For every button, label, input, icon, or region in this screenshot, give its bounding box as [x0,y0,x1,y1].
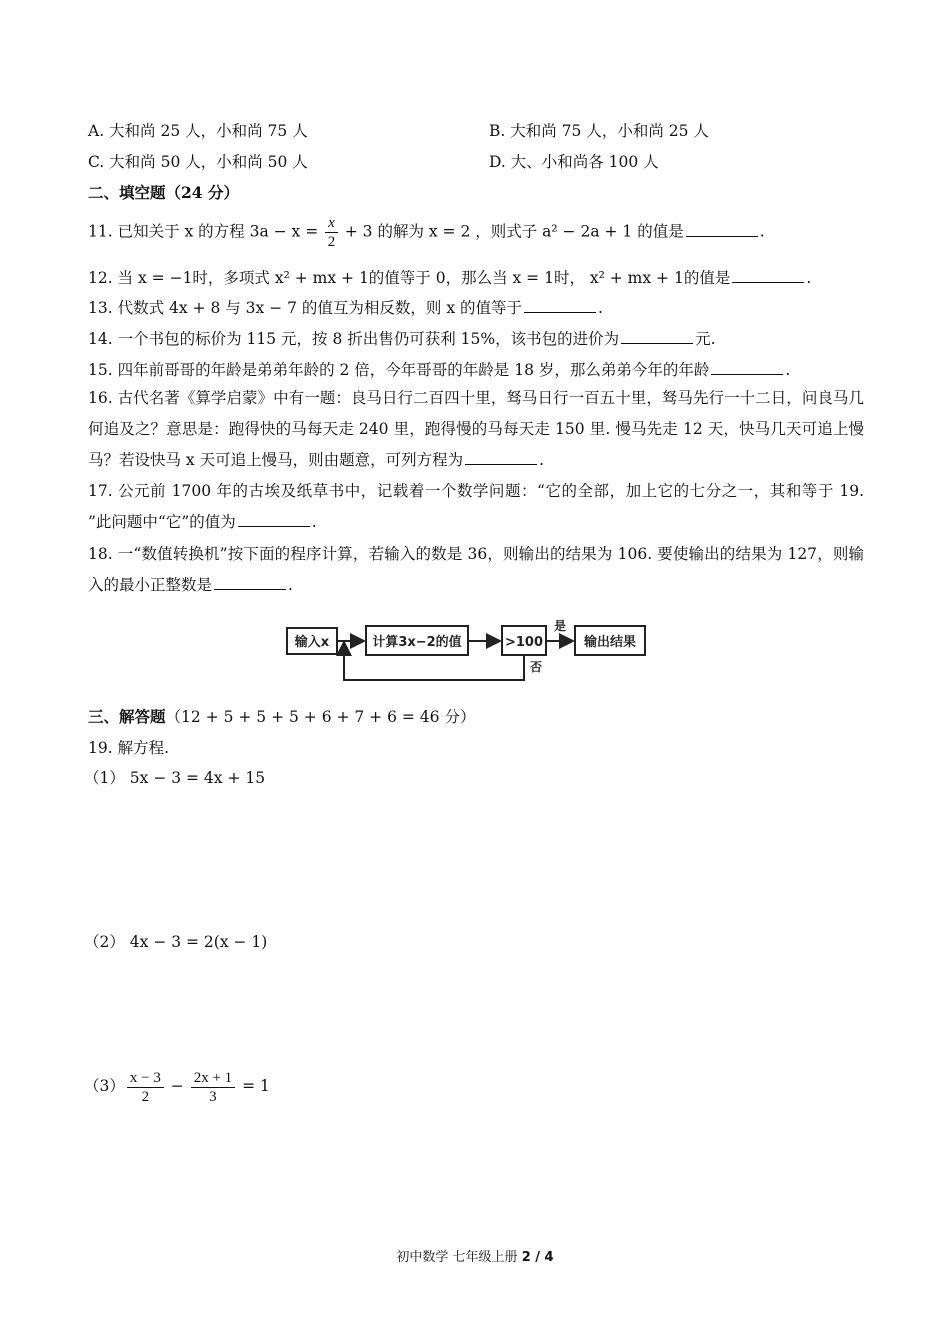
option-b: B. 大和尚 75 人，小和尚 25 人 [489,122,709,140]
section-3-heading [88,706,475,728]
section-3-score: （12 + 5 + 5 + 5 + 6 + 7 + 6 = 46 分） [165,708,476,726]
page-footer [0,1246,950,1265]
flow-compute-label: 计算3x−2的值 [372,635,462,650]
q19-p3-den-1: 2 [141,1088,150,1105]
flowchart [280,616,660,688]
q12-answer-blank[interactable] [732,266,804,283]
footer-page-number: 2 / 4 [521,1250,554,1265]
flow-no-label: 否 [529,660,543,674]
option-d: D. 大、小和尚各 100 人 [489,153,659,171]
section-2-heading: 二、填空题（24 分） [88,183,239,202]
q12-end: . [806,269,812,287]
q19-p3-minus: − [165,1077,189,1095]
q13-text: 13. 代数式 4x + 8 与 3x − 7 的值互为相反数，则 x 的值等于 [88,299,522,317]
q11-post: + 3 的解为 x = 2 ，则式子 a² − 2a + 1 的值是 [339,222,684,241]
q12-text: 12. 当 x = −1时，多项式 x² + mx + 1的值等于 0，那么当 x = 1时， x² + mx + 1的值是 [88,269,731,287]
question-17 [88,476,864,538]
q11-answer-blank[interactable] [686,220,758,237]
flow-condition-label: >100 [504,635,544,650]
q19-p3-frac-1 [127,1069,164,1106]
q17-text: 17. 公元前 1700 年的古埃及纸草书中，记载着一个数学问题：“它的全部，加上它的七分之一，其和等于 19. ”此问题中“它”的值为 [88,482,864,531]
q19-p3-num-1: x − 3 [127,1069,164,1088]
q17-end: . [311,513,317,531]
q16-end: . [539,451,545,469]
flow-yes-label: 是 [553,619,567,633]
section-3-title: 三、解答题 [88,707,166,726]
question-16 [88,383,864,476]
q16-answer-blank[interactable] [465,448,537,465]
question-13 [88,296,603,319]
q18-end: . [288,576,293,594]
q11-frac-num: x [325,214,338,233]
footer-text: 初中数学 七年级上册 [396,1250,522,1265]
q11-pre: 11. 已知关于 x 的方程 3a − x = [88,222,324,241]
question-19-part-1: （1） 5x − 3 = 4x + 15 [84,769,266,787]
q17-answer-blank[interactable] [238,510,310,527]
q14-text: 14. 一个书包的标价为 115 元，按 8 折出售仍可获利 15%，该书包的进价为 [88,330,620,348]
question-19-part-2: （2） 4x − 3 = 2(x − 1) [84,933,268,951]
q13-answer-blank[interactable] [524,296,596,313]
q19-p3-num-2: 2x + 1 [191,1069,235,1088]
q19-p3-frac-2 [191,1069,235,1106]
q13-end: . [598,299,603,317]
q11-frac-den: 2 [327,234,336,250]
q19-p3-label: （3） [84,1077,125,1095]
q14-answer-blank[interactable] [621,327,693,344]
q11-end: . [759,222,765,241]
q14-end: 元. [695,330,716,348]
question-19-part-3 [84,1066,270,1106]
q19-p3-den-2: 3 [209,1088,217,1105]
question-11 [88,214,765,251]
question-15 [88,358,790,381]
q15-end: . [785,361,791,379]
q16-text: 16. 古代名著《算学启蒙》中有一题：良马日行二百四十里，驽马日行一百五十里，驽马先行一十二日，问良马几何追及之？意思是：跑得快的马每天走 240 里，跑得慢的马每天走 150 里. 慢马先走 12 天，快马几天可追上慢马？若设快马 x 天可追上慢马，则由题意，可列方程为 [88,389,864,469]
q11-fraction [325,214,338,251]
option-c: C. 大和尚 50 人，小和尚 50 人 [88,153,308,171]
q18-text: 18. 一“数值转换机”按下面的程序计算，若输入的数是 36，则输出的结果为 106. 要使输出的结果为 127，则输入的最小正整数是 [88,545,864,594]
question-12 [88,266,811,289]
q15-answer-blank[interactable] [711,358,783,375]
option-a: A. 大和尚 25 人，小和尚 75 人 [88,122,308,140]
flow-output-label: 输出结果 [583,635,637,650]
q19-p3-rhs: = 1 [237,1077,270,1095]
flow-input-label: 输入x [294,635,330,650]
question-18 [88,539,864,601]
question-19-title: 19. 解方程. [88,739,170,757]
q18-answer-blank[interactable] [214,573,286,590]
question-14 [88,327,716,350]
q15-text: 15. 四年前哥哥的年龄是弟弟年龄的 2 倍，今年哥哥的年龄是 18 岁，那么弟弟今年的年龄 [88,361,710,379]
